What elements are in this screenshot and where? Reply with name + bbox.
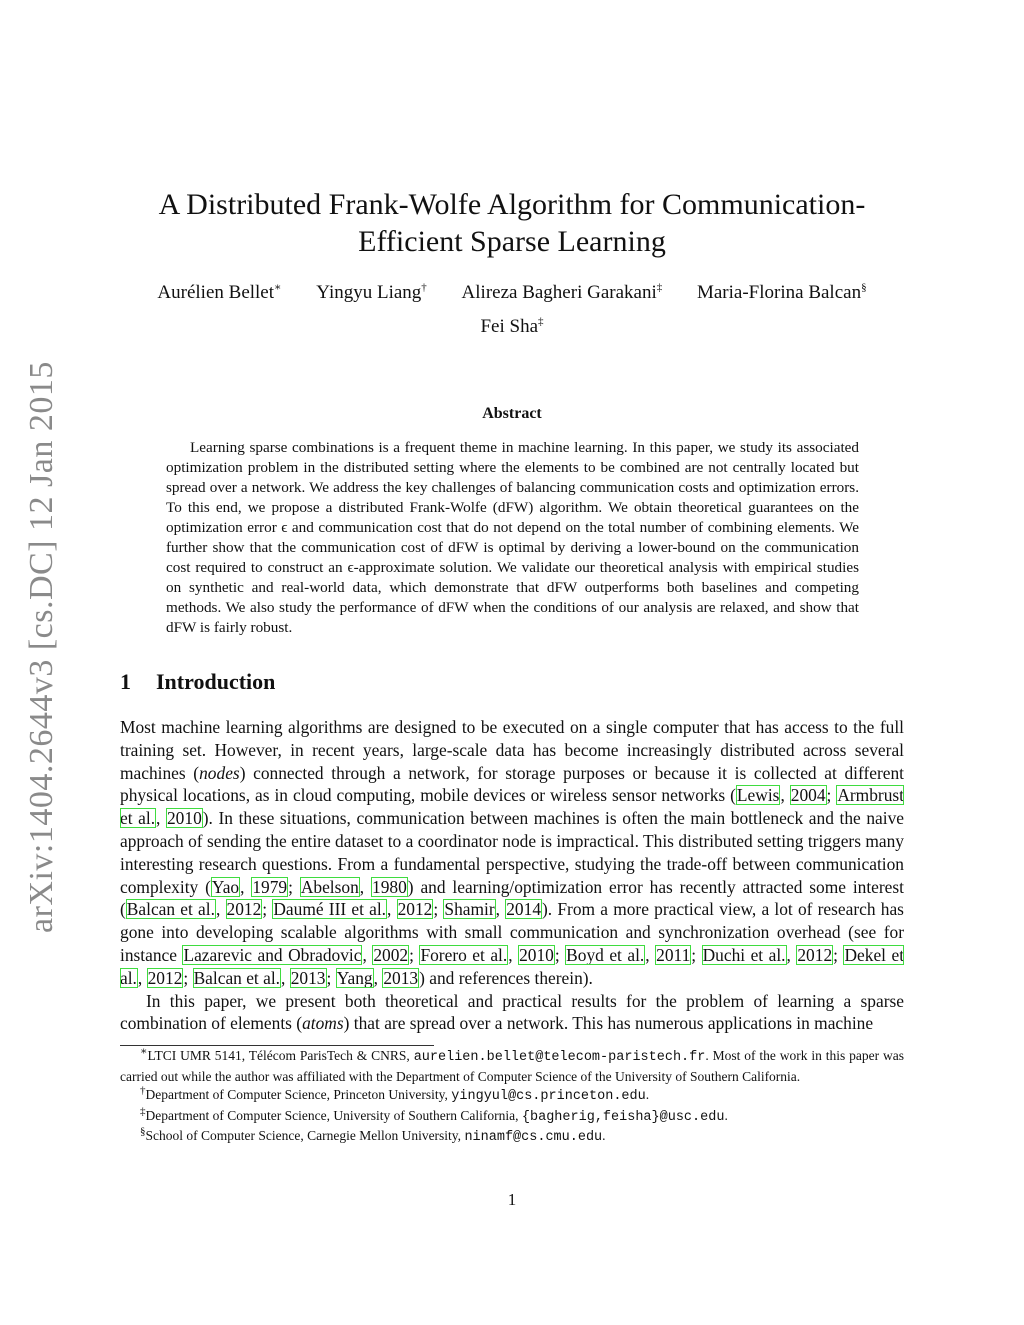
citation-link[interactable]: 2011: [656, 944, 691, 965]
paper-title: A Distributed Frank-Wolfe Algorithm for Communication-Efficient Sparse Learning: [158, 188, 866, 258]
citation-link[interactable]: Balcan et al.: [193, 967, 281, 988]
citation-link[interactable]: Balcan et al.: [126, 899, 215, 920]
citation-link[interactable]: 2010: [166, 808, 202, 829]
footnote-divider: [120, 1045, 434, 1046]
citation-link[interactable]: 2012: [147, 967, 183, 988]
section-number: 1: [120, 669, 131, 694]
paragraph: Most machine learning algorithms are designed to be executed on a single computer that has access to the full training set. However, in recent years, large-scale data has become increasingly distributed across several machines (nodes) connected through a network, for storage purposes or because it is collected at different physical locations, as in cloud computing, mobile devices or wireless sensor networks (Lewis, 2004; Armbrust et al., 2010). In these situations, communication between machines is often the main bottleneck and the naive approach of sending the entire dataset to a coordinator node is impractical. This distributed setting triggers many interesting research questions. From a fundamental perspective, studying the trade-off between communication complexity (Yao, 1979; Abelson, 1980) and learning/optimization error has recently attracted some interest (Balcan et al., 2012; Daumé III et al., 2012; Shamir, 2014). From a more practical view, a lot of research has gone into developing scalable algorithms with small communication and synchronization overhead (see for instance Lazarevic and Obradovic, 2002; Forero et al., 2010; Boyd et al., 2011; Duchi et al., 2012; Dekel et al., 2012; Balcan et al., 2013; Yang, 2013) and references therein).: [120, 717, 905, 988]
citation-link[interactable]: Lewis: [736, 785, 780, 806]
citation-link[interactable]: Boyd et al.: [566, 944, 645, 965]
author-list: [120, 280, 904, 306]
citation-link[interactable]: Lazarevic and Obradovic: [183, 944, 362, 965]
email-address: yingyul@cs.princeton.edu: [451, 1089, 646, 1104]
citation-link[interactable]: 2010: [519, 944, 554, 965]
arxiv-identifier: arXiv:1404.2644v3 [cs.DC] 12 Jan 2015: [23, 361, 60, 934]
footnote: †Department of Computer Science, Princeton University, yingyul@cs.princeton.edu.: [140, 1084, 650, 1104]
citation-link[interactable]: 2012: [397, 899, 433, 920]
page-number: 1: [507, 1190, 517, 1209]
citation-link[interactable]: Yao: [211, 876, 240, 897]
citation-link[interactable]: Yang: [336, 967, 373, 988]
citation-link[interactable]: 2013: [290, 967, 326, 988]
author: Yingyu Liang†: [316, 281, 427, 303]
citation-link[interactable]: 2004: [790, 785, 826, 806]
citation-link[interactable]: 2012: [226, 899, 262, 920]
citation-link[interactable]: Armbrust et al.: [120, 785, 904, 829]
citation-link[interactable]: Duchi et al.: [702, 944, 786, 965]
abstract-text: Learning sparse combinations is a frequent theme in machine learning. In this paper, we study its associated optimization problem in the distributed setting where the elements to be combined are not centrally located but spread over a network. We address the key challenges of balancing communication costs and optimization errors. To this end, we propose a distributed Frank-Wolfe (dFW) algorithm. We obtain theoretical guarantees on the optimization error ϵ and communication cost that do not depend on the total number of combining elements. We further show that the communication cost of dFW is optimal by deriving a lower-bound on the communication cost required to construct an ϵ-approximate solution. We validate our theoretical analysis with empirical studies on synthetic and real-world data, which demonstrate that dFW outperforms both baselines and competing methods. We also study the performance of dFW when the conditions of our analysis are relaxed, and show that dFW is fairly robust.: [166, 439, 859, 636]
abstract-heading: Abstract: [482, 405, 542, 422]
citation-link[interactable]: 2014: [506, 899, 542, 920]
citation-link[interactable]: 1979: [252, 876, 288, 897]
citation-link[interactable]: Forero et al.: [420, 944, 508, 965]
citation-link[interactable]: 2013: [383, 967, 419, 988]
citation-link[interactable]: Daumé III et al.: [273, 899, 387, 920]
author-list-row-2: [120, 314, 904, 340]
footnote: §School of Computer Science, Carnegie Mellon University, ninamf@cs.cmu.edu.: [140, 1125, 606, 1145]
citation-link[interactable]: Dekel et al.: [120, 944, 905, 988]
introduction-body: [120, 716, 904, 1035]
citation-link[interactable]: Shamir: [444, 899, 495, 920]
author: Alireza Bagheri Garakani‡: [461, 281, 663, 303]
author: Aurélien Bellet∗: [157, 281, 282, 303]
section-heading: [120, 669, 904, 695]
footnote: ∗LTCI UMR 5141, Télécom ParisTech & CNRS, aurelien.bellet@telecom-paristech.fr. Most of the work in this paper was carried out while the author was affiliated with the Department of Computer Science of the University of Southern California.: [120, 1045, 904, 1084]
email-address: {bagherig,feisha}@usc.edu: [521, 1109, 725, 1125]
email-address: ninamf@cs.cmu.edu: [464, 1130, 603, 1145]
author: Fei Sha‡: [480, 315, 544, 337]
footnote: ‡Department of Computer Science, University of Southern California, {bagherig,feisha}@usc.edu.: [140, 1105, 728, 1125]
citation-link[interactable]: 1980: [372, 876, 407, 897]
citation-link[interactable]: Abelson: [300, 876, 359, 897]
email-address: aurelien.bellet@telecom-paristech.fr: [413, 1050, 706, 1065]
footnotes: [120, 1047, 904, 1148]
citation-link[interactable]: 2002: [373, 944, 409, 965]
section-title: Introduction: [156, 669, 276, 694]
citation-link[interactable]: 2012: [797, 944, 833, 965]
paragraph: In this paper, we present both theoretical and practical results for the problem of learning a sparse combination of elements (atoms) that are spread over a network. This has numerous applications in machine: [120, 990, 904, 1034]
author: Maria-Florina Balcan§: [696, 281, 867, 303]
